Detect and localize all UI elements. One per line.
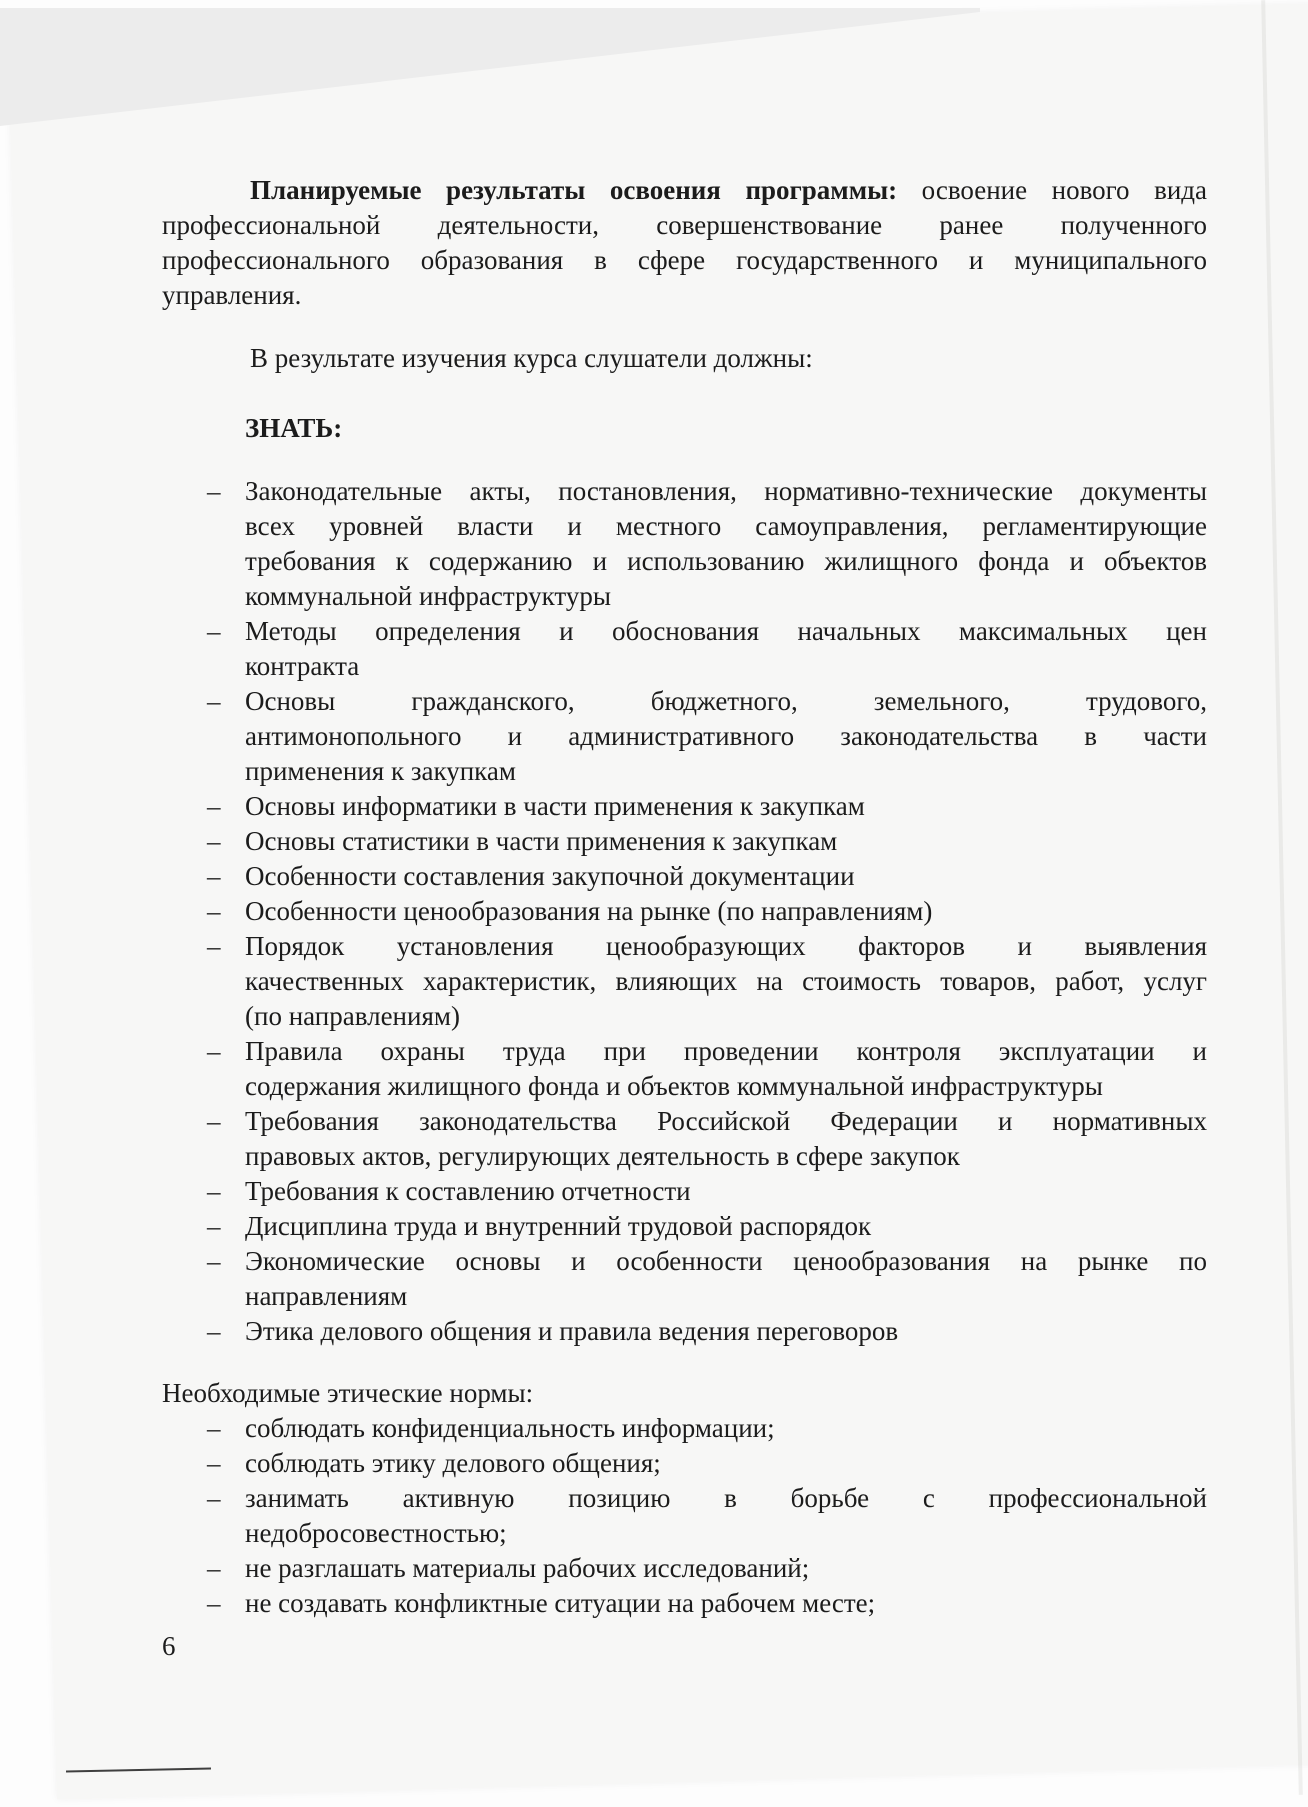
text-line: Требования к составлению отчетности: [245, 1176, 691, 1206]
know-item-10: [162, 1104, 1207, 1174]
text-line: управления.: [162, 280, 302, 310]
text-line: 6: [162, 1631, 176, 1661]
text-line: Особенности составления закупочной документации: [245, 861, 855, 891]
text-line: Порядок установления ценообразующих факторов и выявления: [245, 931, 1207, 961]
know-item-4: [162, 789, 1207, 824]
ethics-item-1: [162, 1411, 1207, 1446]
bullet-dash: –: [207, 1588, 221, 1618]
know-item-12: [162, 1209, 1207, 1244]
ethics-item-2: [162, 1446, 1207, 1481]
bullet-dash: –: [207, 686, 221, 716]
know-heading: [162, 411, 1207, 446]
text-line: Требования законодательства Российской Федерации и нормативных: [245, 1106, 1207, 1136]
text-line: коммунальной инфраструктуры: [245, 581, 611, 611]
know-item-8: [162, 929, 1207, 1034]
course-result-sentence: [162, 341, 1207, 376]
bullet-dash: –: [207, 1106, 221, 1136]
text-line: недобросовестностью;: [245, 1518, 507, 1548]
text-line: не создавать конфликтные ситуации на рабочем месте;: [245, 1588, 876, 1618]
ethics-heading: [162, 1376, 1207, 1411]
page-number: [162, 1629, 1207, 1664]
text-line: направлениям: [245, 1281, 408, 1311]
bullet-dash: –: [207, 1211, 221, 1241]
bullet-dash: –: [207, 791, 221, 821]
text-line: применения к закупкам: [245, 756, 516, 786]
bullet-dash: –: [207, 1036, 221, 1066]
text-line: не разглашать материалы рабочих исследований;: [245, 1553, 810, 1583]
text-line: ЗНАТЬ:: [245, 413, 343, 443]
bullet-dash: –: [207, 1413, 221, 1443]
text-line: Методы определения и обоснования начальных максимальных цен: [245, 616, 1207, 646]
text-line: Необходимые этические нормы:: [162, 1378, 534, 1408]
bullet-dash: –: [207, 1316, 221, 1346]
bullet-dash: –: [207, 1553, 221, 1583]
know-item-11: [162, 1174, 1207, 1209]
ethics-item-3: [162, 1481, 1207, 1551]
bullet-dash: –: [207, 1246, 221, 1276]
know-item-14: [162, 1314, 1207, 1349]
know-item-3: [162, 684, 1207, 789]
ethics-item-4: [162, 1551, 1207, 1586]
text-line: Планируемые результаты освоения программы: освоение нового вида: [250, 175, 1207, 205]
text-line: соблюдать этику делового общения;: [245, 1448, 661, 1478]
text-line: антимонопольного и административного законодательства в части: [245, 721, 1207, 751]
text-line: Основы информатики в части применения к закупкам: [245, 791, 865, 821]
bullet-dash: –: [207, 896, 221, 926]
text-line: качественных характеристик, влияющих на стоимость товаров, работ, услуг: [245, 966, 1207, 996]
ethics-item-5: [162, 1586, 1207, 1621]
text-line: Дисциплина труда и внутренний трудовой распорядок: [245, 1211, 872, 1241]
know-item-2: [162, 614, 1207, 684]
bullet-dash: –: [207, 1483, 221, 1513]
bullet-dash: –: [207, 1448, 221, 1478]
know-item-13: [162, 1244, 1207, 1314]
text-line: контракта: [245, 651, 360, 681]
text-line: занимать активную позицию в борьбе с профессиональной: [245, 1483, 1207, 1513]
bullet-dash: –: [207, 476, 221, 506]
text-line: Особенности ценообразования на рынке (по направлениям): [245, 896, 933, 926]
text-line: соблюдать конфиденциальность информации;: [245, 1413, 775, 1443]
bullet-dash: –: [207, 826, 221, 856]
document-content: [162, 173, 1207, 1664]
text-line: содержания жилищного фонда и объектов коммунальной инфраструктуры: [245, 1071, 1103, 1101]
know-item-1: [162, 474, 1207, 614]
text-line: Основы гражданского, бюджетного, земельного, трудового,: [245, 686, 1207, 716]
text-line: Правила охраны труда при проведении контроля эксплуатации и: [245, 1036, 1207, 1066]
intro-paragraph: [162, 173, 1207, 313]
text-line: Экономические основы и особенности ценообразования на рынке по: [245, 1246, 1207, 1276]
bullet-dash: –: [207, 616, 221, 646]
bullet-dash: –: [207, 861, 221, 891]
bullet-dash: –: [207, 931, 221, 961]
text-line: Основы статистики в части применения к закупкам: [245, 826, 838, 856]
text-line: профессионального образования в сфере государственного и муниципального: [162, 245, 1207, 275]
know-item-6: [162, 859, 1207, 894]
text-line: всех уровней власти и местного самоуправления, регламентирующие: [245, 511, 1207, 541]
text-line: В результате изучения курса слушатели должны:: [250, 343, 813, 373]
text-line: профессиональной деятельности, совершенствование ранее полученного: [162, 210, 1207, 240]
know-item-7: [162, 894, 1207, 929]
text-line: правовых актов, регулирующих деятельность в сфере закупок: [245, 1141, 960, 1171]
text-line: (по направлениям): [245, 1001, 460, 1031]
know-item-5: [162, 824, 1207, 859]
text-line: Этика делового общения и правила ведения переговоров: [245, 1316, 899, 1346]
bullet-dash: –: [207, 1176, 221, 1206]
text-line: требования к содержанию и использованию жилищного фонда и объектов: [245, 546, 1207, 576]
know-item-9: [162, 1034, 1207, 1104]
text-line: Законодательные акты, постановления, нормативно-технические документы: [245, 476, 1207, 506]
